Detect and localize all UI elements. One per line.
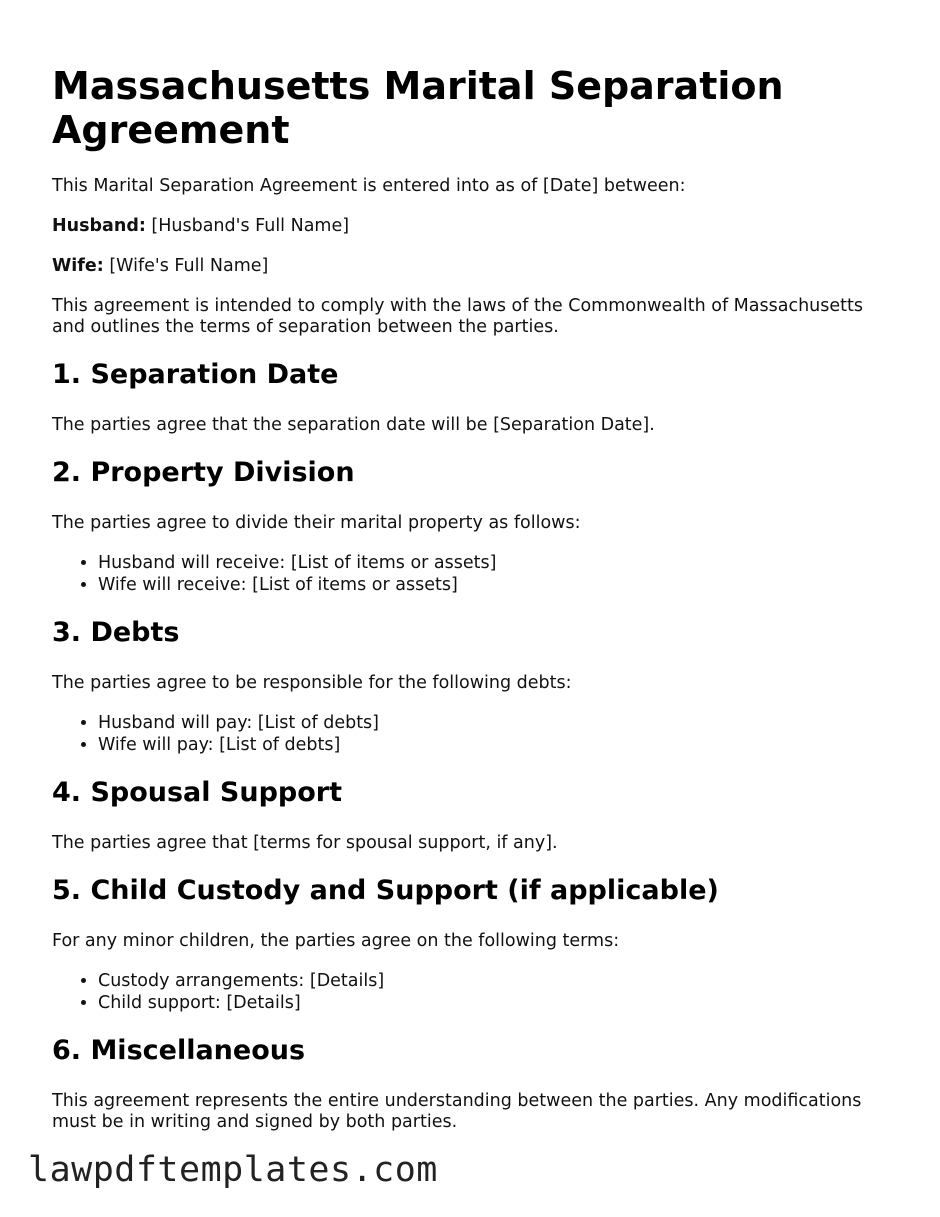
wife-name: [Wife's Full Name] xyxy=(103,256,269,276)
section-text-debts: The parties agree to be responsible for the following debts: xyxy=(52,673,572,693)
list-item: • Husband will receive: [List of items or assets] xyxy=(98,552,872,574)
list-item: • Wife will pay: [List of debts] xyxy=(98,734,872,756)
section-heading-child-custody: 5. Child Custody and Support (if applicable) xyxy=(52,875,719,906)
section-heading-separation-date: 1. Separation Date xyxy=(52,359,339,390)
section-heading-miscellaneous: 6. Miscellaneous xyxy=(52,1035,306,1066)
watermark: lawpdftemplates.com xyxy=(28,1150,438,1190)
husband-label: Husband: xyxy=(52,216,146,236)
section-text-separation-date: The parties agree that the separation date will be [Separation Date]. xyxy=(52,415,655,435)
section-heading-spousal-support: 4. Spousal Support xyxy=(52,777,343,808)
property-division-list xyxy=(52,552,872,596)
wife-label: Wife: xyxy=(52,256,104,276)
purpose-paragraph: This agreement is intended to comply with the laws of the Commonwealth of Massachusetts and outlines the terms of separation between the parties. xyxy=(52,296,863,337)
document-page xyxy=(52,64,872,1152)
intro-paragraph: This Marital Separation Agreement is entered into as of [Date] between: xyxy=(52,176,686,196)
list-item: • Custody arrangements: [Details] xyxy=(98,970,872,992)
section-text-property-division: The parties agree to divide their marital property as follows: xyxy=(52,513,581,533)
list-item: • Wife will receive: [List of items or assets] xyxy=(98,574,872,596)
section-heading-property-division: 2. Property Division xyxy=(52,457,355,488)
list-item: • Husband will pay: [List of debts] xyxy=(98,712,872,734)
debts-list xyxy=(52,712,872,756)
wife-line xyxy=(52,256,872,277)
document-title: Massachusetts Marital Separation Agreement xyxy=(52,64,784,152)
child-custody-list xyxy=(52,970,872,1014)
section-text-spousal-support: The parties agree that [terms for spousal support, if any]. xyxy=(52,833,558,853)
section-text-miscellaneous: This agreement represents the entire understanding between the parties. Any modifications must be in writing and signed by both parties. xyxy=(52,1091,862,1132)
section-heading-debts: 3. Debts xyxy=(52,617,180,648)
husband-line xyxy=(52,216,872,237)
list-item: • Child support: [Details] xyxy=(98,992,872,1014)
husband-name: [Husband's Full Name] xyxy=(145,216,350,236)
section-text-child-custody: For any minor children, the parties agree on the following terms: xyxy=(52,931,620,951)
